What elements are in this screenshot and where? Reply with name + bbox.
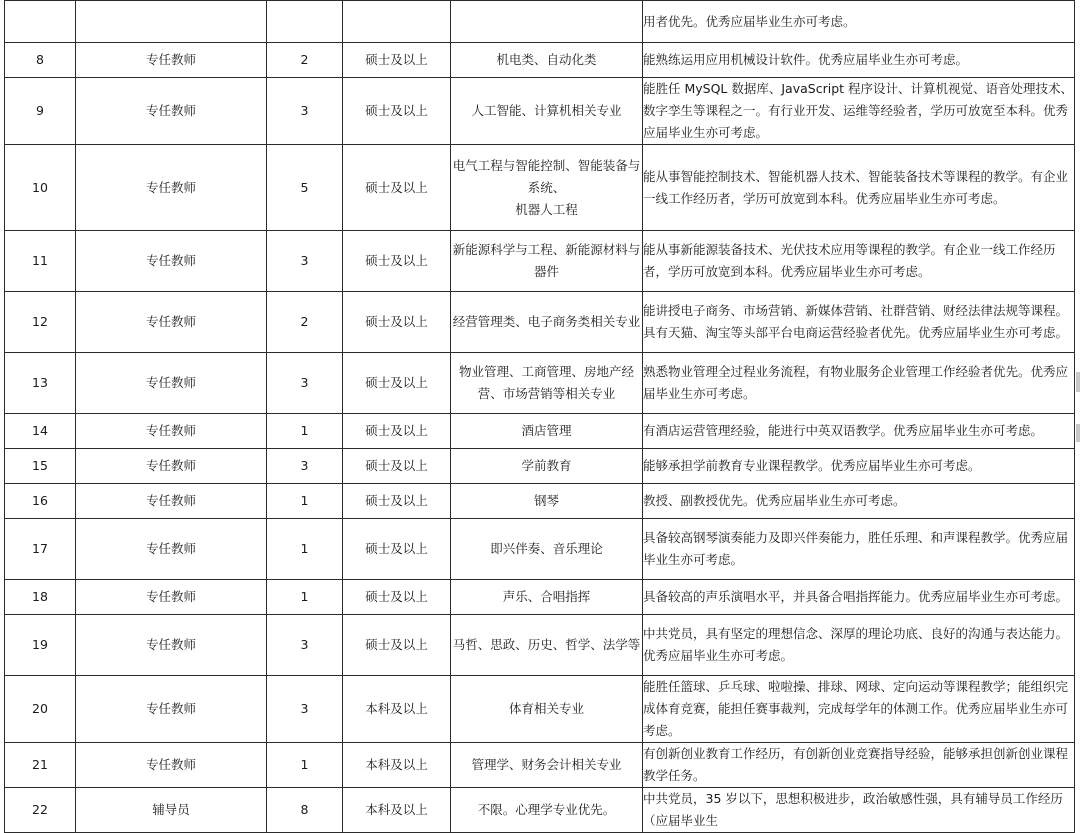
position-name: 专任教师: [76, 449, 267, 484]
row-number: 11: [5, 231, 76, 292]
major-line: 新能源科学与工程、新能源材料与器件: [452, 242, 641, 279]
position-name: 专任教师: [76, 580, 267, 615]
row-number: 8: [5, 43, 76, 78]
education-level: 硕士及以上: [343, 580, 451, 615]
major-requirement: [451, 743, 643, 788]
education-level: 硕士及以上: [343, 353, 451, 414]
job-requirement: 能讲授电子商务、市场营销、新媒体营销、社群营销、财经法律法规等课程。具有天猫、淘宝等头部平台电商运营经验者优先。优秀应届毕业生亦可考虑。: [643, 292, 1075, 353]
major-requirement: [451, 676, 643, 743]
job-requirement: 能从事新能源装备技术、光伏技术应用等课程的教学。有企业一线工作经历者，学历可放宽到本科。优秀应届毕业生亦可考虑。: [643, 231, 1075, 292]
table-row: [5, 788, 1075, 833]
table-row: [5, 743, 1075, 788]
education-level: [343, 1, 451, 43]
job-requirement: 教授、副教授优先。优秀应届毕业生亦可考虑。: [643, 484, 1075, 519]
table-row: [5, 353, 1075, 414]
position-name: 专任教师: [76, 676, 267, 743]
job-requirement: 能胜任篮球、乒乓球、啦啦操、排球、网球、定向运动等课程教学；能组织完成体育竞赛，能担任赛事裁判，完成每学年的体测工作。优秀应届毕业生亦可考虑。: [643, 676, 1075, 743]
table-row: [5, 484, 1075, 519]
table-row: [5, 1, 1075, 43]
row-number: 13: [5, 353, 76, 414]
job-requirement: 具备较高的声乐演唱水平，并具备合唱指挥能力。优秀应届毕业生亦可考虑。: [643, 580, 1075, 615]
table-row: [5, 615, 1075, 676]
major-line: 机电类、自动化类: [496, 52, 597, 67]
education-level: 硕士及以上: [343, 292, 451, 353]
job-requirement: 有创新创业教育工作经历，有创新创业竞赛指导经验，能够承担创新创业课程教学任务。: [643, 743, 1075, 788]
row-number: 12: [5, 292, 76, 353]
major-requirement: [451, 615, 643, 676]
row-number: 14: [5, 414, 76, 449]
position-name: 专任教师: [76, 615, 267, 676]
job-requirement: 中共党员，35 岁以下，思想积极进步，政治敏感性强，具有辅导员工作经历（应届毕业生: [643, 788, 1075, 833]
job-requirement: 熟悉物业管理全过程业务流程，有物业服务企业管理工作经验者优先。优秀应届毕业生亦可考虑。: [643, 353, 1075, 414]
major-line: 学前教育: [521, 458, 572, 473]
education-level: 硕士及以上: [343, 231, 451, 292]
hiring-count: [267, 1, 343, 43]
hiring-count: 8: [267, 788, 343, 833]
row-number: 20: [5, 676, 76, 743]
row-number: 16: [5, 484, 76, 519]
row-number: 22: [5, 788, 76, 833]
row-number: [5, 1, 76, 43]
table-row: [5, 449, 1075, 484]
row-number: 19: [5, 615, 76, 676]
row-number: 9: [5, 78, 76, 145]
major-requirement: [451, 788, 643, 833]
hiring-count: 1: [267, 519, 343, 580]
education-level: 硕士及以上: [343, 484, 451, 519]
scrollbar-tick: [1076, 424, 1080, 442]
major-line: 声乐、合唱指挥: [502, 589, 591, 604]
hiring-count: 2: [267, 292, 343, 353]
position-name: [76, 1, 267, 43]
hiring-count: 1: [267, 484, 343, 519]
major-requirement: [451, 580, 643, 615]
row-number: 17: [5, 519, 76, 580]
hiring-count: 3: [267, 353, 343, 414]
position-name: 专任教师: [76, 743, 267, 788]
major-requirement: [451, 1, 643, 43]
major-line: 酒店管理: [521, 423, 572, 438]
major-line: 人工智能、计算机相关专业: [471, 103, 622, 118]
education-level: 硕士及以上: [343, 43, 451, 78]
position-name: 辅导员: [76, 788, 267, 833]
major-requirement: [451, 231, 643, 292]
table-row: [5, 519, 1075, 580]
education-level: 硕士及以上: [343, 519, 451, 580]
major-line: 马哲、思政、历史、哲学、法学等: [452, 637, 641, 652]
major-requirement: [451, 519, 643, 580]
hiring-count: 3: [267, 78, 343, 145]
education-level: 硕士及以上: [343, 449, 451, 484]
job-requirement: 中共党员，具有坚定的理想信念、深厚的理论功底、良好的沟通与表达能力。优秀应届毕业生亦可考虑。: [643, 615, 1075, 676]
job-requirement: 具备较高钢琴演奏能力及即兴伴奏能力，胜任乐理、和声课程教学。优秀应届毕业生亦可考虑。: [643, 519, 1075, 580]
major-requirement: [451, 353, 643, 414]
hiring-count: 3: [267, 231, 343, 292]
position-name: 专任教师: [76, 43, 267, 78]
job-requirement: 有酒店运营管理经验，能进行中英双语教学。优秀应届毕业生亦可考虑。: [643, 414, 1075, 449]
position-name: 专任教师: [76, 231, 267, 292]
hiring-count: 3: [267, 449, 343, 484]
position-name: 专任教师: [76, 414, 267, 449]
major-requirement: [451, 145, 643, 231]
job-requirement: 能熟练运用应用机械设计软件。优秀应届毕业生亦可考虑。: [643, 43, 1075, 78]
major-requirement: [451, 414, 643, 449]
table-row: [5, 43, 1075, 78]
hiring-count: 2: [267, 43, 343, 78]
hiring-count: 1: [267, 580, 343, 615]
job-requirement: 能够承担学前教育专业课程教学。优秀应届毕业生亦可考虑。: [643, 449, 1075, 484]
position-name: 专任教师: [76, 292, 267, 353]
major-requirement: [451, 292, 643, 353]
major-line: 经营管理类、电子商务类相关专业: [452, 314, 641, 329]
position-name: 专任教师: [76, 484, 267, 519]
hiring-count: 3: [267, 615, 343, 676]
major-line: 钢琴: [533, 493, 559, 508]
major-requirement: [451, 43, 643, 78]
hiring-count: 5: [267, 145, 343, 231]
table-row: [5, 145, 1075, 231]
table-row: [5, 414, 1075, 449]
row-number: 21: [5, 743, 76, 788]
education-level: 本科及以上: [343, 788, 451, 833]
scrollbar-tick: [1076, 372, 1080, 392]
major-line: 物业管理、工商管理、房地产经营、市场营销等相关专业: [458, 364, 634, 401]
major-requirement: [451, 449, 643, 484]
major-line: 即兴伴奏、音乐理论: [490, 541, 603, 556]
education-level: 硕士及以上: [343, 78, 451, 145]
row-number: 18: [5, 580, 76, 615]
hiring-count: 1: [267, 414, 343, 449]
job-requirement: 用者优先。优秀应届毕业生亦可考虑。: [643, 1, 1075, 43]
major-requirement: [451, 484, 643, 519]
major-line: 体育相关专业: [508, 701, 584, 716]
table-row: [5, 292, 1075, 353]
position-name: 专任教师: [76, 353, 267, 414]
row-number: 15: [5, 449, 76, 484]
education-level: 硕士及以上: [343, 414, 451, 449]
table-row: [5, 580, 1075, 615]
education-level: 本科及以上: [343, 743, 451, 788]
job-requirement: 能胜任 MySQL 数据库、JavaScript 程序设计、计算机视觉、语音处理技术、数字孪生等课程之一。有行业开发、运维等经验者，学历可放宽至本科。优秀应届毕业生亦可考虑。: [643, 78, 1075, 145]
recruitment-table: [4, 0, 1075, 833]
position-name: 专任教师: [76, 145, 267, 231]
recruitment-table-body: [5, 1, 1075, 833]
major-line: 不限。心理学专业优先。: [477, 802, 616, 817]
table-row: [5, 231, 1075, 292]
position-name: 专任教师: [76, 78, 267, 145]
major-line: 电气工程与智能控制、智能装备与系统、: [452, 157, 641, 195]
table-row: [5, 676, 1075, 743]
table-row: [5, 78, 1075, 145]
education-level: 本科及以上: [343, 676, 451, 743]
major-line: 机器人工程: [515, 201, 578, 217]
job-requirement: 能从事智能控制技术、智能机器人技术、智能装备技术等课程的教学。有企业一线工作经历者，学历可放宽到本科。优秀应届毕业生亦可考虑。: [643, 145, 1075, 231]
hiring-count: 1: [267, 743, 343, 788]
position-name: 专任教师: [76, 519, 267, 580]
hiring-count: 3: [267, 676, 343, 743]
row-number: 10: [5, 145, 76, 231]
education-level: 硕士及以上: [343, 615, 451, 676]
major-requirement: [451, 78, 643, 145]
education-level: 硕士及以上: [343, 145, 451, 231]
major-line: 管理学、财务会计相关专业: [471, 757, 622, 772]
